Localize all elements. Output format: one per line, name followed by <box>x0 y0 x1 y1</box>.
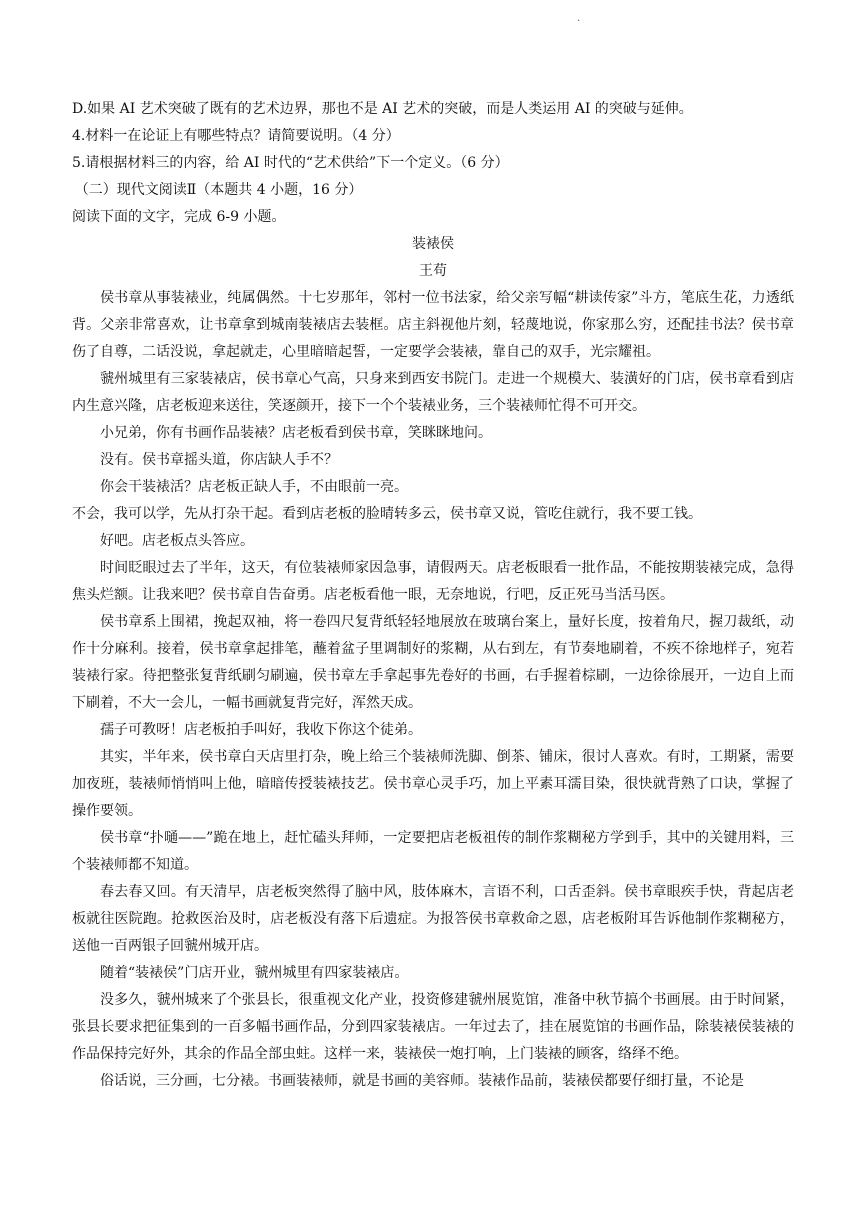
article-paragraph: 侯书章“扑嗵——”跪在地上，赶忙磕头拜师，一定要把店老板祖传的制作浆糊秘方学到手，其中的关键用料，三个装裱师都不知道。 <box>72 830 794 873</box>
article-paragraph: 时间眨眼过去了半年，这天，有位装裱师家因急事，请假两天。店老板眼看一批作品，不能按期装裱完成，急得焦头烂额。让我来吧？侯书章自告奋勇。店老板看他一眼，无奈地说，行吧，反正死马当活马医。 <box>72 560 794 603</box>
section-heading: （二）现代文阅读Ⅱ（本题共 4 小题，16 分） <box>74 182 363 198</box>
article-paragraph: 你会干装裱活？店老板正缺人手，不由眼前一亮。 <box>100 479 408 495</box>
article-paragraph: 春去春又回。有天清早，店老板突然得了脑中风，肢体麻木，言语不利，口舌歪斜。侯书章眼疾手快，背起店老板就往医院跑。抢救医治及时，店老板没有落下后遗症。为报答侯书章救命之恩，店老板附耳告诉他制作浆糊秘方，送他一百两银子回虢州城开店。 <box>72 884 794 954</box>
question-5: 5.请根据材料三的内容，给 AI 时代的“艺术供给”下一个定义。（6 分） <box>72 155 509 171</box>
article-paragraph: 孺子可教呀！店老板拍手叫好，我收下你这个徒弟。 <box>100 722 422 738</box>
article-paragraph: 没多久，虢州城来了个张县长，很重视文化产业，投资修建虢州展览馆，准备中秋节搞个书画展。由于时间紧，张县长要求把征集到的一百多幅书画作品，分到四家装裱店。一年过去了，挂在展览馆的书画作品，除装裱侯装裱的作品保持完好外，其余的作品全部虫蛀。这样一来，装裱侯一炮打响，上门装裱的顾客，络绎不绝。 <box>72 992 794 1062</box>
article-paragraph: 小兄弟，你有书画作品装裱？店老板看到侯书章，笑眯眯地问。 <box>100 425 492 441</box>
question-4: 4.材料一在论证上有哪些特点？请简要说明。（4 分） <box>72 128 400 144</box>
page-content <box>72 96 794 1095</box>
article-paragraph: 好吧。店老板点头答应。 <box>100 533 254 549</box>
article-paragraph: 俗话说，三分画，七分裱。书画装裱师，就是书画的美容师。装裱作品前，装裱侯都要仔细打量，不论是 <box>100 1073 744 1089</box>
section-instruction: 阅读下面的文字，完成 6-9 小题。 <box>72 209 286 225</box>
article-paragraph: 侯书章从事装裱业，纯属偶然。十七岁那年，邻村一位书法家，给父亲写幅“耕读传家”斗方，笔底生花，力透纸背。父亲非常喜欢，让书章拿到城南装裱店去装框。店主斜视他片刻，轻蔑地说，你家那么穷，还配挂书法？侯书章伤了自尊，二话没说，拿起就走，心里暗暗起誓，一定要学会装裱，靠自己的双手，光宗耀祖。 <box>72 290 794 360</box>
option-d-text: D.如果 AI 艺术突破了既有的艺术边界，那也不是 AI 艺术的突破，而是人类运用 AI 的突破与延伸。 <box>72 101 693 117</box>
article-paragraph: 侯书章系上围裙，挽起双袖，将一卷四尺复背纸轻轻地展放在玻璃台案上，量好长度，按着角尺，握刀裁纸，动作十分麻利。接着，侯书章拿起排笔，蘸着盆子里调制好的浆糊，从右到左，有节奏地刷着，不疾不徐地样子，宛若装裱行家。待把整张复背纸刷匀刷遍，侯书章左手拿起事先卷好的书画，右手握着棕刷，一边徐徐展开，一边自上而下刷着，不大一会儿，一幅书画就复背完好，浑然天成。 <box>72 614 794 711</box>
article-paragraph: 没有。侯书章摇头道，你店缺人手不？ <box>100 452 338 468</box>
article-author: 王苟 <box>419 263 447 279</box>
article-paragraph: 随着“装裱侯”门店开业，虢州城里有四家装裱店。 <box>100 965 409 981</box>
article-title: 装裱侯 <box>412 236 454 252</box>
article-paragraph: 虢州城里有三家装裱店，侯书章心气高，只身来到西安书院门。走进一个规模大、装潢好的门店，侯书章看到店内生意兴隆，店老板迎来送往，笑逐颜开，接下一个个装裱业务，三个装裱师忙得不可开交。 <box>72 371 794 414</box>
article-paragraph: 不会，我可以学，先从打杂干起。看到店老板的脸晴转多云，侯书章又说，管吃住就行，我不要工钱。 <box>72 506 702 522</box>
article-paragraph: 其实，半年来，侯书章白天店里打杂，晚上给三个装裱师洗脚、倒茶、铺床，很讨人喜欢。有时，工期紧，需要加夜班，装裱师悄悄叫上他，暗暗传授装裱技艺。侯书章心灵手巧，加上平素耳濡目染，很快就背熟了口诀，掌握了操作要领。 <box>72 749 794 819</box>
header-mark: . <box>577 13 581 24</box>
